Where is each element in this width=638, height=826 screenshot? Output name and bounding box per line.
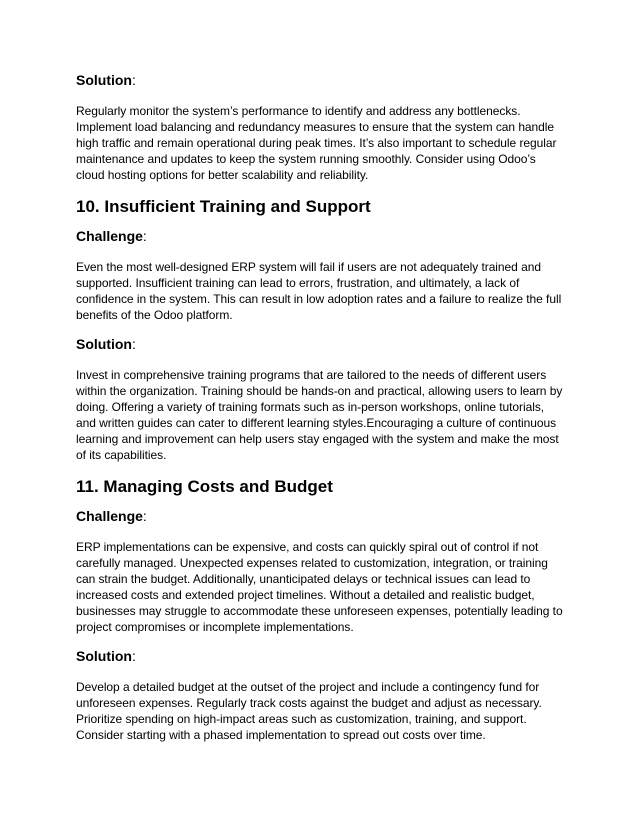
- solution-label-10: Solution:: [76, 336, 136, 352]
- challenge-label-11: Challenge:: [76, 508, 147, 524]
- section-heading-11: 11. Managing Costs and Budget: [76, 477, 333, 496]
- solution-paragraph-1: Regularly monitor the system’s performance to identify and address any bottlenecks. Implement load balancing and redundancy measures to ensure that the system can handle high traffic and remain operational during peak times. It’s also important to schedule regular maintenance and updates to keep the system running smoothly. Consider using Odoo’s cloud hosting options for better scalability and reliability.: [76, 104, 557, 182]
- section-heading-10: 10. Insufficient Training and Support: [76, 197, 371, 216]
- challenge-paragraph-11: ERP implementations can be expensive, and costs can quickly spiral out of control if not carefully managed. Unexpected expenses related to customization, integration, or training can strain the budget. Additionally, unanticipated delays or technical issues can lead to increased costs and extended project timelines. Without a detailed and realistic budget, businesses may struggle to accommodate these unforeseen expenses, potentially leading to project compromises or incomplete implementations.: [76, 540, 563, 634]
- solution-paragraph-10: Invest in comprehensive training programs that are tailored to the needs of different users within the organization. Training should be hands-on and practical, allowing users to learn by doing. Offering a variety of training formats such as in-person workshops, online tutorials, and written guides can cater to different learning styles.Encouraging a culture of continuous learning and improvement can help users stay engaged with the system and make the most of its capabilities.: [76, 368, 563, 462]
- challenge-label-10: Challenge:: [76, 228, 147, 244]
- solution-paragraph-11: Develop a detailed budget at the outset of the project and include a contingency fund for unforeseen expenses. Regularly track costs against the budget and adjust as necessary. Prioritize spending on high-impact areas such as customization, training, and support. Consider starting with a phased implementation to spread out costs over time.: [76, 680, 542, 742]
- document-page: [76, 72, 566, 743]
- solution-label-11: Solution:: [76, 648, 136, 664]
- challenge-paragraph-10: Even the most well-designed ERP system will fail if users are not adequately trained and supported. Insufficient training can lead to errors, frustration, and ultimately, a lack of confidence in the system. This can result in low adoption rates and a failure to realize the full benefits of the Odoo platform.: [76, 260, 562, 322]
- solution-label-1: Solution:: [76, 72, 136, 88]
